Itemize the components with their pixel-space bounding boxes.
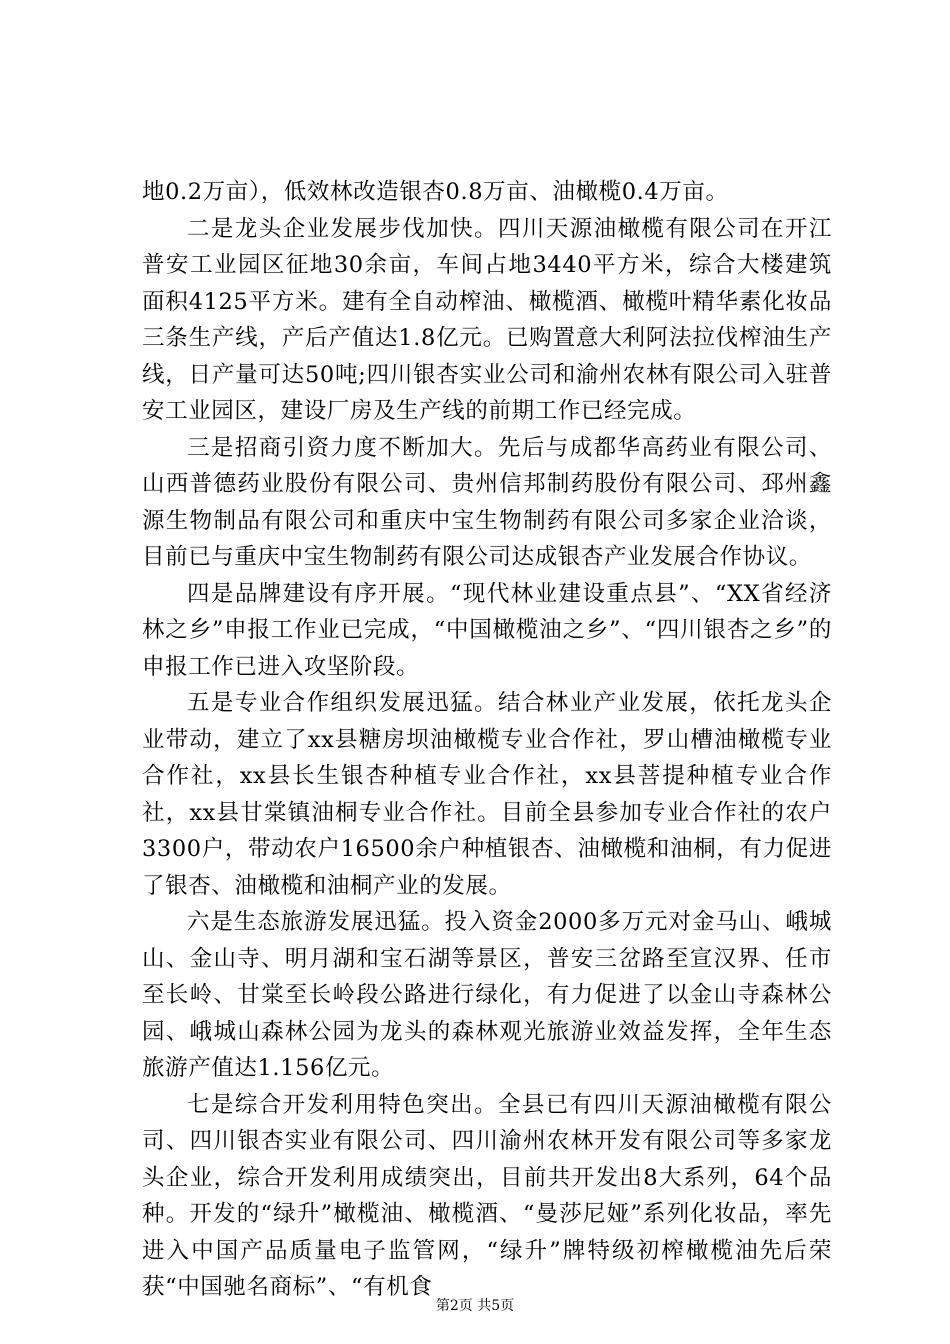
page-number-footer: 第2页 共5页 xyxy=(435,1298,515,1314)
paragraph-leading-enterprises: 二是龙头企业发展步伐加快。四川天源油橄榄有限公司在开江普安工业园区征地30余亩，车间占地3440平方米，综合大楼建筑面积4125平方米。建有全自动榨油、橄榄酒、橄榄叶精华素化妆品三条生产线，产后产值达1.8亿元。已购置意大利阿法拉伐榨油生产线，日产量可达50吨;四川银杏实业公司和渝州农林有限公司入驻普安工业园区，建设厂房及生产线的前期工作已经完成。 xyxy=(142,215,832,424)
paragraph-investment: 三是招商引资力度不断加大。先后与成都华高药业有限公司、山西普德药业股份有限公司、贵州信邦制药股份有限公司、邳州鑫源生物制品有限公司和重庆中宝生物制药有限公司多家企业洽谈，目前已与重庆中宝生物制药有限公司达成银杏产业发展合作协议。 xyxy=(142,434,832,570)
paragraph-eco-tourism: 六是生态旅游发展迅猛。投入资金2000多万元对金马山、峨城山、金山寺、明月湖和宝石湖等景区，普安三岔路至宣汉界、任市至长岭、甘棠至长岭段公路进行绿化，有力促进了以金山寺森林公园、峨城山森林公园为龙头的森林观光旅游业效益发挥，全年生态旅游产值达1.156亿元。 xyxy=(142,909,832,1081)
document-body xyxy=(142,174,832,1306)
paragraph-cooperatives: 五是专业合作组织发展迅猛。结合林业产业发展，依托龙头企业带动，建立了xx县糖房坝油橄榄专业合作社，罗山槽油橄榄专业合作社，xx县长生银杏种植专业合作社，xx县菩提种植专业合作社，xx县甘棠镇油桐专业合作社。目前全县参加专业合作社的农户3300户，带动农户16500余户种植银杏、油橄榄和油桐，有力促进了银杏、油橄榄和油桐产业的发展。 xyxy=(142,690,832,899)
paragraph-comprehensive-development: 七是综合开发利用特色突出。全县已有四川天源油橄榄有限公司、四川银杏实业有限公司、四川渝州农林开发有限公司等多家龙头企业，综合开发利用成绩突出，目前共开发出8大系列，64个品种。开发的“绿升”橄榄油、橄榄酒、“曼莎尼娅”系列化妆品，率先进入中国产品质量电子监管网，“绿升”牌特级初榨橄榄油先后荣获“中国驰名商标”、“有机食 xyxy=(142,1091,832,1300)
paragraph-brand-building: 四是品牌建设有序开展。“现代林业建设重点县”、“XX省经济林之乡”申报工作业已完成，“中国橄榄油之乡”、“四川银杏之乡”的申报工作已进入攻坚阶段。 xyxy=(142,580,832,680)
paragraph-continuation: 地0.2万亩），低效林改造银杏0.8万亩、油橄榄0.4万亩。 xyxy=(142,179,729,205)
